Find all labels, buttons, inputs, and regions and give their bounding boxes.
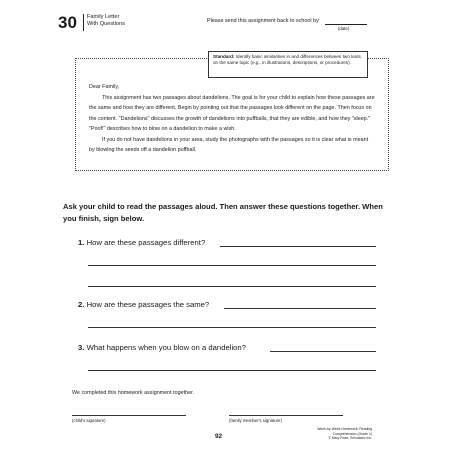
answer-1-line-3[interactable] — [88, 286, 376, 287]
question-1-number: 1. — [78, 238, 85, 247]
instructions: Ask your child to read the passages aloud. Then answer these questions together. When you finish, sign below. — [63, 202, 383, 223]
lesson-label — [87, 14, 125, 28]
header-divider — [83, 14, 84, 31]
completion-text: We completed this homework assignment together. — [72, 390, 195, 396]
question-3 — [78, 343, 246, 352]
due-date-line[interactable] — [325, 24, 367, 25]
lesson-number: 30 — [58, 13, 77, 32]
question-1-text: How are these passages different? — [86, 238, 206, 247]
letter-body — [89, 82, 375, 156]
letter-greeting: Dear Family, — [89, 84, 120, 90]
question-2-text: How are these passages the same? — [86, 300, 210, 309]
answer-3-line-1[interactable] — [270, 351, 376, 352]
family-signature-line[interactable] — [229, 415, 343, 416]
child-signature-label: (child's signature) — [72, 418, 106, 423]
question-2 — [78, 300, 209, 309]
credit-line — [314, 427, 372, 441]
standard-title: Standard: — [213, 54, 235, 59]
family-signature-label: (family member's signature) — [229, 418, 282, 423]
answer-2-line-2[interactable] — [88, 327, 376, 328]
standard-box — [208, 51, 368, 78]
answer-1-line-2[interactable] — [88, 265, 376, 266]
page-number: 92 — [215, 433, 223, 440]
send-back-text: Please send this assignment back to school by — [207, 18, 319, 24]
question-1 — [78, 238, 205, 247]
date-label: (date) — [338, 26, 350, 31]
lesson-label-line1: Family Letter — [87, 14, 120, 20]
child-signature-line[interactable] — [72, 415, 186, 416]
letter-paragraph-2: If you do not have dandelions in your area, study the photographs with the passages so it is clear what is meant by blowing the seeds off a dandelion puffball. — [89, 136, 369, 153]
question-2-number: 2. — [78, 300, 85, 309]
credit-line-1: Week-by-Week Homework: Reading Comprehension (Grade 1) — [317, 427, 372, 436]
question-3-number: 3. — [78, 343, 85, 352]
lesson-label-line2: With Questions — [87, 21, 125, 27]
letter-paragraph-1: This assignment has two passages about dandelions. The goal is for your child to explain how these passages are the same and how they are different. Begin by pointing out that the passages look different on the page. Then focus on the content. "Dandelions" discusses the growth of dandelions into puffballs, that they are edible, and how they "sleep." "Poof!" describes how to blow on a dandelion to make a wish. — [89, 94, 375, 132]
answer-3-line-2[interactable] — [88, 370, 376, 371]
standard-text: Identify basic similarities in and differences between two texts on the same topic (e.g., in illustrations, descriptions, or procedures). — [213, 54, 361, 65]
credit-line-2: © Mary Rose, Scholastic Inc. — [328, 436, 372, 441]
answer-1-line-1[interactable] — [220, 246, 376, 247]
question-3-text: What happens when you blow on a dandelion? — [86, 343, 246, 352]
answer-2-line-1[interactable] — [224, 308, 376, 309]
